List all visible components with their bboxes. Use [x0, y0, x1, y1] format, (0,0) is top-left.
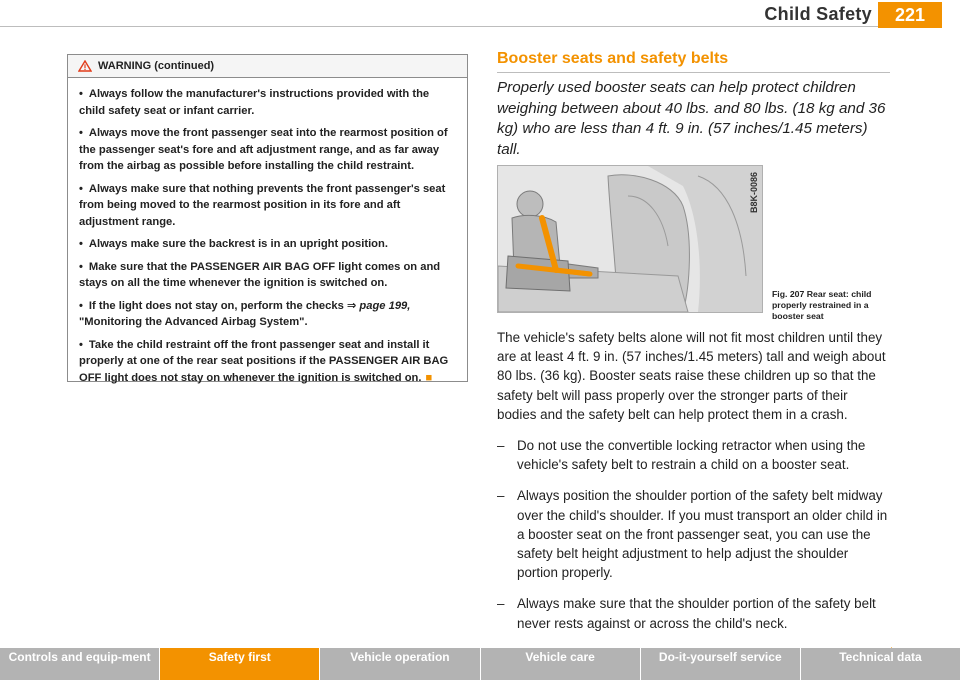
list-item: – Always position the shoulder portion of the safety belt midway over the child's shoulder. If you must transport an older child in a booster seat on the front passenger seat, you can use the safety belt height adjustment to help adjust the shoulder portion properly.	[497, 488, 888, 581]
tab-controls-and-equipment[interactable]: Controls and equip-ment	[0, 648, 160, 680]
warning-item: • Take the child restraint off the front passenger seat and install it properly at one of the rear seat positions if the PASSENGER AIR BAG OFF light does not stay on whenever the ignition is switched on. ■	[79, 338, 449, 384]
warning-body	[68, 78, 467, 386]
section-title: Child Safety	[764, 4, 872, 24]
tab-safety-first[interactable]: Safety first	[160, 648, 320, 680]
list-item: – Always make sure that the shoulder portion of the safety belt never rests against or across the child's neck.	[497, 596, 876, 631]
body-paragraph: The vehicle's safety belts alone will not fit most children until they are at least 4 ft. 9 in. (57 inches/1.45 meters) tall and weigh about 80 lbs. (36 kg). Booster seats raise these children up so that the safety belt will pass properly over the stronger parts of their bodies and the safety belt can help protect them in a crash.	[497, 330, 886, 422]
cross-ref-arrow: ⇒	[346, 299, 357, 312]
warning-item: • Always follow the manufacturer's instructions provided with the child safety seat or infant carrier.	[79, 88, 430, 117]
warning-header	[68, 55, 467, 78]
tab-technical-data[interactable]: Technical data	[801, 648, 960, 680]
list-item: – Do not use the convertible locking retractor when using the vehicle's safety belt to restrain a child on a booster seat.	[497, 438, 866, 473]
subsection-rule	[497, 72, 890, 73]
tab-vehicle-operation[interactable]: Vehicle operation	[320, 648, 480, 680]
warning-item: • Make sure that the PASSENGER AIR BAG OFF light comes on and stays on all the time whenever the ignition is switched on.	[79, 260, 441, 289]
end-mark-icon: ■	[425, 371, 433, 384]
warning-box	[67, 54, 468, 382]
warning-item: • If the light does not stay on, perform the checks ⇒ page 199, "Monitoring the Advanced Airbag System".	[79, 299, 411, 328]
warning-item: • Always move the front passenger seat into the rearmost position of the passenger seat's fore and aft adjustment range, and as far away from the airbag as possible before installing the child restraint.	[79, 127, 448, 172]
body-text	[497, 328, 890, 645]
header-rule	[0, 26, 890, 27]
subsection-title: Booster seats and safety belts	[497, 50, 729, 67]
intro-text: Properly used booster seats can help protect children weighing between about 40 lbs. and 80 lbs. (18 kg and 36 kg) who are less than 4 ft. 9 in. (57 inches/1.45 meters) tall.	[497, 79, 886, 158]
tab-do-it-yourself-service[interactable]: Do-it-yourself service	[641, 648, 801, 680]
tab-vehicle-care[interactable]: Vehicle care	[481, 648, 641, 680]
figure-caption: Fig. 207 Rear seat: child properly restrained in a booster seat	[772, 289, 872, 321]
chapter-nav-bar	[0, 648, 960, 680]
warning-triangle-icon	[78, 60, 92, 72]
figure-booster-seat	[497, 165, 763, 313]
page-reference-link[interactable]: page 199,	[359, 299, 411, 312]
warning-item: • Always make sure that nothing prevents the front passenger's seat from being moved to the rearmost position in its fore and aft adjustment range.	[79, 182, 446, 228]
warning-item: • Always make sure the backrest is in an upright position.	[79, 238, 388, 250]
page-number: 221	[878, 2, 942, 28]
booster-seat-illustration	[498, 166, 762, 312]
warning-title: WARNING (continued)	[98, 60, 215, 72]
figure-code: B8K-0086	[749, 172, 759, 214]
